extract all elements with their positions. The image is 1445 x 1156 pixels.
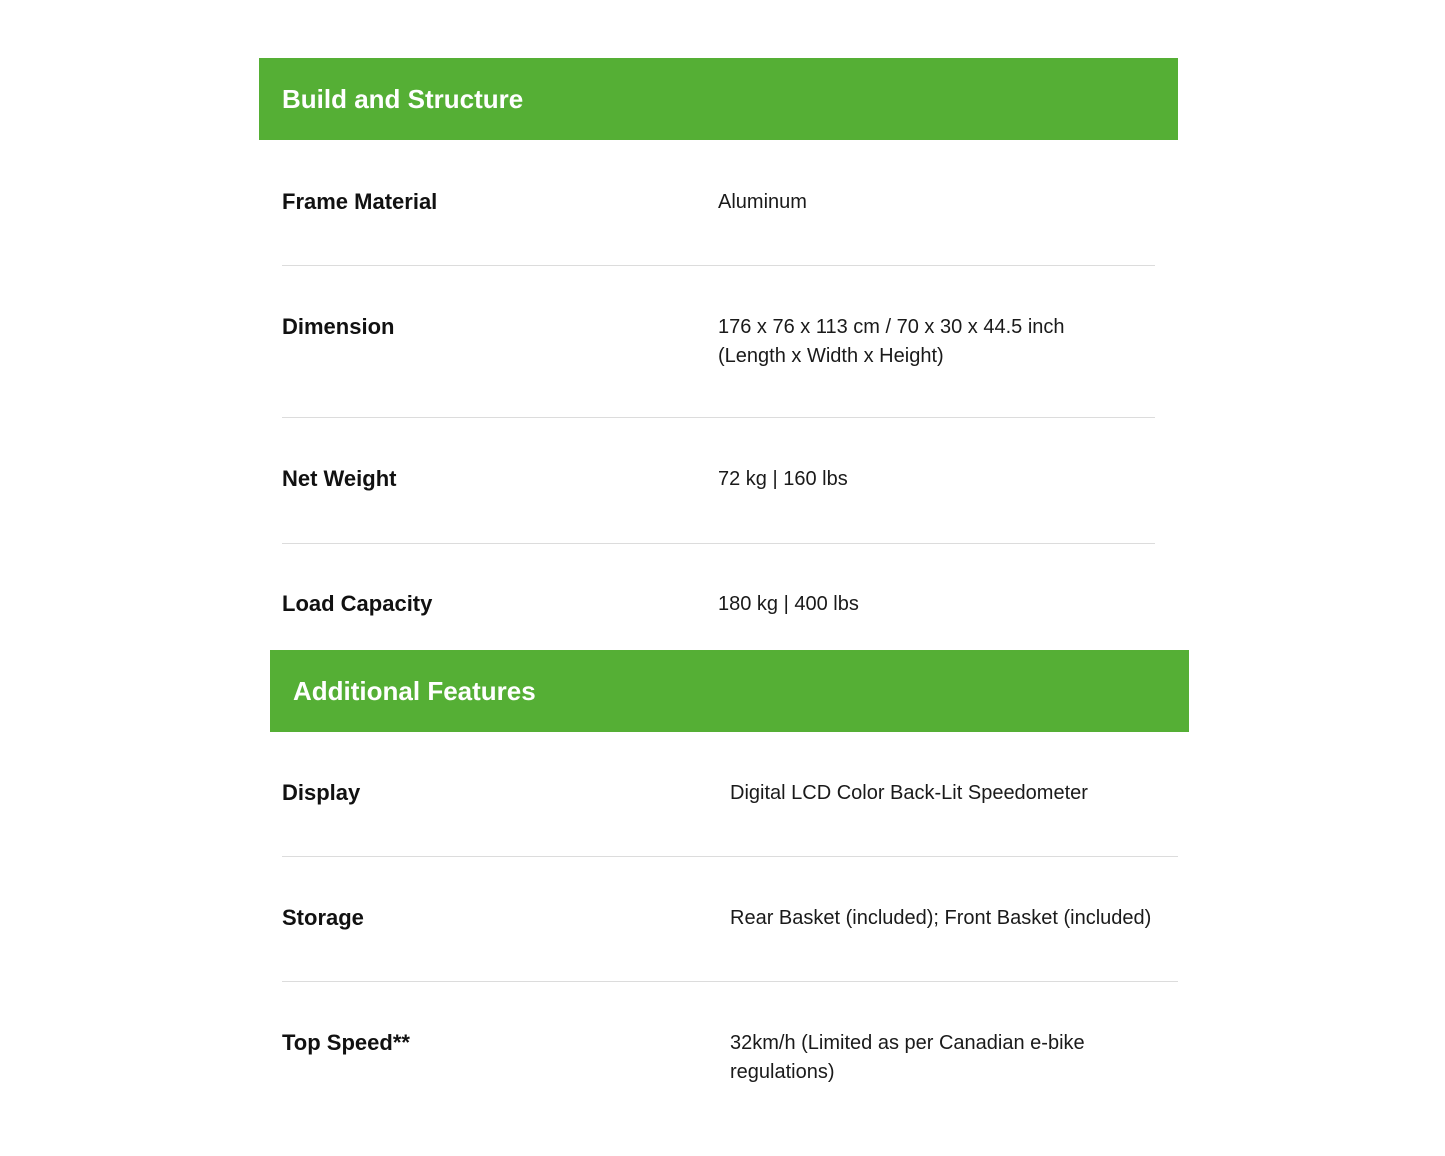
spec-value-line-1: 176 x 76 x 113 cm / 70 x 30 x 44.5 inch xyxy=(718,316,1065,338)
spec-label: Frame Material xyxy=(282,189,438,214)
row-divider xyxy=(282,981,1178,982)
spec-row-frame-material xyxy=(282,188,1155,218)
spec-value: Aluminum xyxy=(718,191,807,213)
spec-row-dimension xyxy=(282,313,1155,373)
spec-label: Load Capacity xyxy=(282,591,433,616)
build-and-structure-section xyxy=(259,58,1178,140)
spec-label: Storage xyxy=(282,905,364,930)
spec-row-storage xyxy=(282,904,1178,934)
spec-value-line-2: (Length x Width x Height) xyxy=(718,345,944,367)
spec-row-top-speed xyxy=(282,1029,1178,1089)
spec-value: 72 kg | 160 lbs xyxy=(718,468,848,490)
row-divider xyxy=(282,856,1178,857)
spec-row-net-weight xyxy=(282,465,1155,495)
spec-label: Net Weight xyxy=(282,466,397,491)
section-header-build: Build and Structure xyxy=(259,58,1178,140)
row-divider xyxy=(282,417,1155,418)
spec-label: Top Speed** xyxy=(282,1030,410,1055)
row-divider xyxy=(282,265,1155,266)
spec-row-load-capacity xyxy=(282,590,1155,620)
spec-value-line-2: regulations) xyxy=(730,1061,835,1083)
spec-value: Rear Basket (included); Front Basket (included) xyxy=(730,907,1152,929)
spec-value: Digital LCD Color Back-Lit Speedometer xyxy=(730,782,1088,804)
section-header-additional: Additional Features xyxy=(270,650,1189,732)
spec-value-line-1: 32km/h (Limited as per Canadian e-bike xyxy=(730,1032,1085,1054)
row-divider xyxy=(282,543,1155,544)
additional-features-section xyxy=(270,650,1189,732)
spec-value: 180 kg | 400 lbs xyxy=(718,593,859,615)
spec-label: Dimension xyxy=(282,314,395,339)
spec-row-display xyxy=(282,779,1178,809)
spec-label: Display xyxy=(282,780,361,805)
